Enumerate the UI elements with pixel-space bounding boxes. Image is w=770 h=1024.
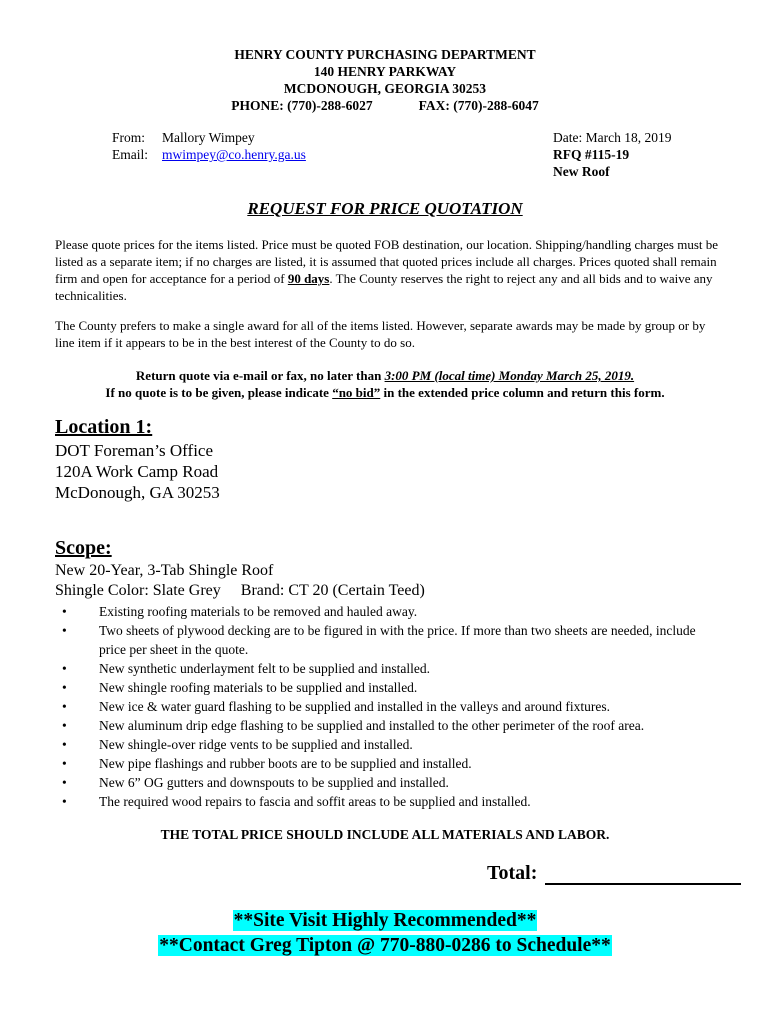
return-instructions (0, 367, 770, 401)
bullet-icon: • (62, 604, 67, 619)
letterhead (0, 46, 770, 114)
acceptance-period: 90 days (287, 271, 330, 286)
rfq-meta-block (553, 129, 671, 180)
bullet-icon: • (62, 718, 67, 733)
return-deadline: 3:00 PM (local time) Monday March 25, 2019. (384, 368, 635, 383)
sender-from-row (112, 129, 306, 146)
list-item: • New shingle-over ridge vents to be supplied and installed. (62, 737, 413, 752)
scope-heading: Scope: (55, 537, 112, 559)
sender-block (112, 129, 306, 163)
instructions-paragraph (55, 236, 720, 304)
sender-email-row (112, 146, 306, 163)
list-item: • New aluminum drip edge flashing to be supplied and installed to the other perimeter of the roof area. (62, 718, 645, 733)
bullet-icon: • (62, 680, 67, 695)
scope-brand: Brand: CT 20 (Certain Teed) (240, 582, 425, 599)
total-row (487, 862, 741, 885)
from-label: From: (112, 130, 146, 145)
instructions-text-start: Please quote prices for the items listed. Price must be quoted FOB destination, our location. Shipping/handling charges must be listed as a separate item; if no charges are listed, it is assumed that quoted prices include all charges. Prices quoted shall remain firm and open for acceptance for a period of (55, 237, 719, 286)
no-bid-line (0, 384, 770, 401)
scope-items-list (62, 602, 722, 811)
bullet-icon: • (62, 794, 67, 809)
rfq-date: Date: March 18, 2019 (553, 130, 672, 145)
document-title: REQUEST FOR PRICE QUOTATION (247, 199, 523, 218)
list-item: • Two sheets of plywood decking are to be figured in with the price. If more than two sheets are needed, include price per sheet in the quote. (62, 623, 696, 657)
no-bid-term: “no bid” (332, 385, 381, 400)
list-item: • New shingle roofing materials to be supplied and installed. (62, 680, 418, 695)
location-street: 120A Work Camp Road (55, 462, 219, 481)
email-label: Email: (112, 147, 148, 162)
contact-line (0, 933, 770, 958)
site-visit-line (0, 908, 770, 933)
no-bid-text-start: If no quote is to be given, please indicate (105, 385, 333, 400)
letterhead-street: 140 HENRY PARKWAY (313, 64, 457, 79)
list-item: • Existing roofing materials to be removed and hauled away. (62, 604, 418, 619)
total-blank-line[interactable] (545, 863, 741, 885)
list-item: • New ice & water guard flashing to be supplied and installed in the valleys and around fixtures. (62, 699, 610, 714)
total-price-note: THE TOTAL PRICE SHOULD INCLUDE ALL MATERIALS AND LABOR. (160, 827, 610, 842)
scope-color-brand-row (55, 581, 425, 601)
bullet-icon: • (62, 756, 67, 771)
bullet-icon: • (62, 699, 67, 714)
letterhead-city: MCDONOUGH, GEORGIA 30253 (283, 81, 487, 96)
return-deadline-text: Return quote via e-mail or fax, no later than (135, 368, 385, 383)
return-deadline-line (0, 367, 770, 384)
email-link[interactable]: mwimpey@co.henry.ga.us (162, 147, 306, 162)
letterhead-contact-row (0, 97, 770, 114)
contact-text: **Contact Greg Tipton @ 770-880-0286 to Schedule** (159, 935, 611, 956)
letterhead-department: HENRY COUNTY PURCHASING DEPARTMENT (234, 47, 536, 62)
letterhead-phone: PHONE: (770)-288-6027 (231, 98, 373, 113)
site-visit-notice (0, 908, 770, 958)
award-paragraph: The County prefers to make a single award for all of the items listed. However, separate awards may be made by group or by line item if it appears to be in the best interest of the County to do so. (55, 318, 706, 350)
total-label: Total: (487, 862, 538, 884)
scope-shingle-color: Shingle Color: Slate Grey (55, 582, 221, 599)
from-name: Mallory Wimpey (162, 130, 255, 145)
rfq-subject: New Roof (553, 164, 610, 179)
rfq-number: RFQ #115-19 (553, 147, 630, 162)
location-heading: Location 1: (55, 416, 153, 438)
bullet-icon: • (62, 623, 67, 638)
no-bid-text-end: in the extended price column and return this form. (380, 385, 665, 400)
list-item: • The required wood repairs to fascia and soffit areas to be supplied and installed. (62, 794, 531, 809)
location-office: DOT Foreman’s Office (55, 441, 214, 460)
location-city: McDonough, GA 30253 (55, 483, 220, 502)
bullet-icon: • (62, 661, 67, 676)
list-item: • New synthetic underlayment felt to be supplied and installed. (62, 661, 431, 676)
list-item: • New 6” OG gutters and downspouts to be supplied and installed. (62, 775, 449, 790)
location-address (55, 440, 220, 503)
letterhead-fax: FAX: (770)-288-6047 (418, 98, 539, 113)
list-item: • New pipe flashings and rubber boots are to be supplied and installed. (62, 756, 472, 771)
bullet-icon: • (62, 737, 67, 752)
site-visit-text: **Site Visit Highly Recommended** (233, 910, 537, 931)
bullet-icon: • (62, 775, 67, 790)
instructions-text-end: . The County reserves the right to reject any and all bids and to waive any technicalities. (55, 271, 713, 303)
scope-summary (55, 561, 425, 601)
scope-roof-type: New 20-Year, 3-Tab Shingle Roof (55, 562, 274, 579)
